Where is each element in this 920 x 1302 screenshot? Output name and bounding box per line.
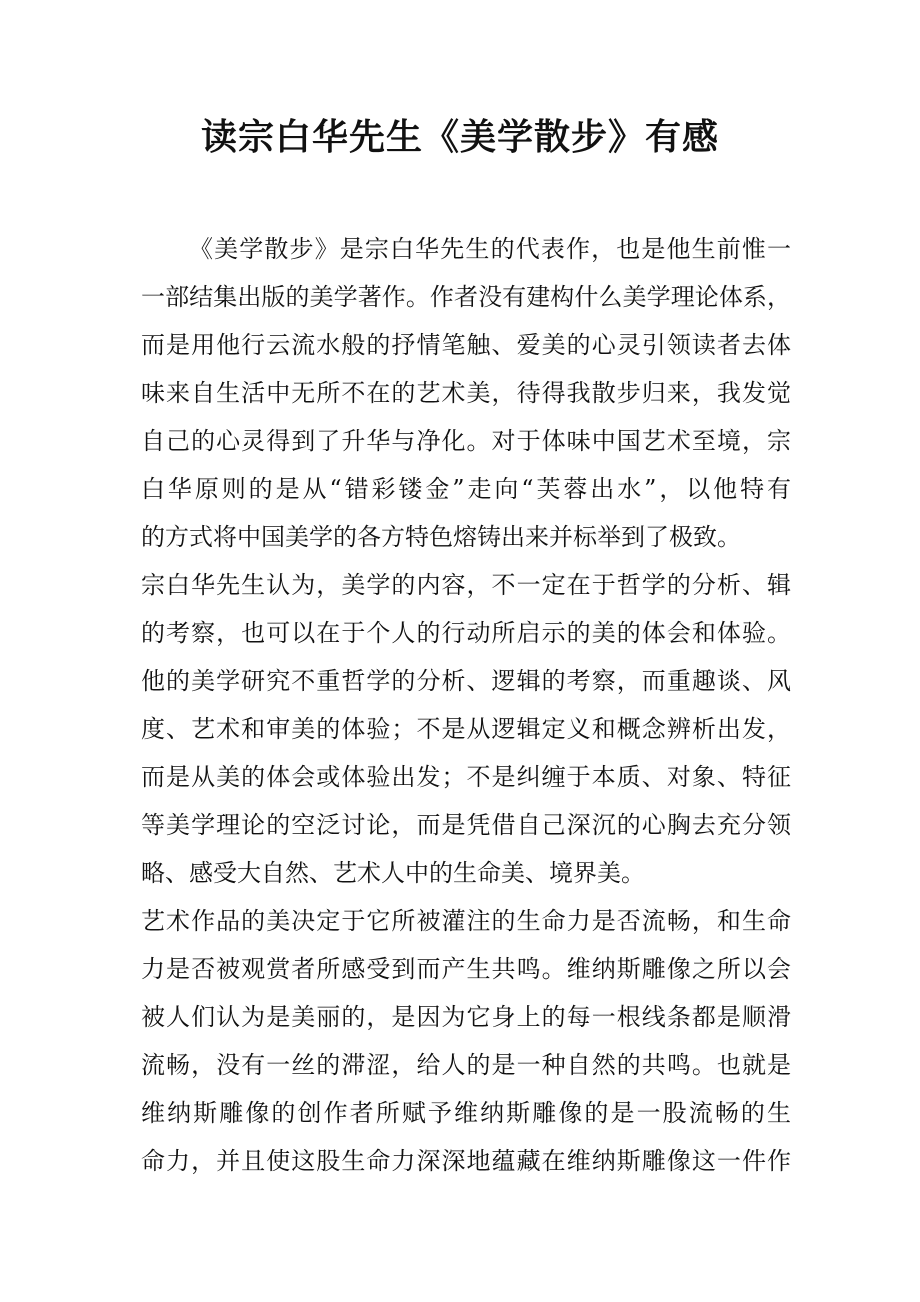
document-title: 读宗白华先生《美学散步》有感 [200,116,719,158]
paragraph-2 [141,561,791,897]
text-line: 度、艺术和审美的体验；不是从逻辑定义和概念辨析出发， [141,715,791,743]
text-line: 自己的心灵得到了升华与净化。对于体味中国艺术至境，宗 [141,427,791,455]
text-line: 《美学散步》是宗白华先生的代表作，也是他生前惟一 [189,235,791,263]
text-line: 命力，并且使这股生命力深深地蕴藏在维纳斯雕像这一件作 [141,1147,791,1175]
text-line: 的考察，也可以在于个人的行动所启示的美的体会和体验。 [141,619,791,647]
text-line: 味来自生活中无所不在的艺术美，待得我散步归来，我发觉 [141,379,791,407]
text-line: 等美学理论的空泛讨论，而是凭借自己深沉的心胸去充分领 [141,811,791,839]
text-line: 而是用他行云流水般的抒情笔触、爱美的心灵引领读者去体 [141,331,791,359]
text-line: 宗白华先生认为，美学的内容，不一定在于哲学的分析、辑 [141,571,791,599]
text-line: 被人们认为是美丽的，是因为它身上的每一根线条都是顺滑 [141,1003,791,1031]
text-line: 艺术作品的美决定于它所被灌注的生命力是否流畅，和生命 [141,907,791,935]
text-line: 力是否被观赏者所感受到而产生共鸣。维纳斯雕像之所以会 [141,955,791,983]
document-body [141,225,791,1185]
text-line: 而是从美的体会或体验出发；不是纠缠于本质、对象、特征 [141,763,791,791]
paragraph-1 [141,225,791,561]
paragraph-3 [141,897,791,1185]
text-line: 他的美学研究不重哲学的分析、逻辑的考察，而重趣谈、风 [141,667,791,695]
text-line: 一部结集出版的美学著作。作者没有建构什么美学理论体系， [141,283,791,311]
text-line: 流畅，没有一丝的滞涩，给人的是一种自然的共鸣。也就是 [141,1051,791,1079]
text-line: 维纳斯雕像的创作者所赋予维纳斯雕像的是一股流畅的生 [141,1099,791,1127]
text-line: 的方式将中国美学的各方特色熔铸出来并标举到了极致。 [141,523,741,551]
text-line: 白华原则的是从“错彩镂金”走向“芙蓉出水”，以他特有 [141,475,791,503]
text-line: 略、感受大自然、艺术人中的生命美、境界美。 [141,859,645,887]
